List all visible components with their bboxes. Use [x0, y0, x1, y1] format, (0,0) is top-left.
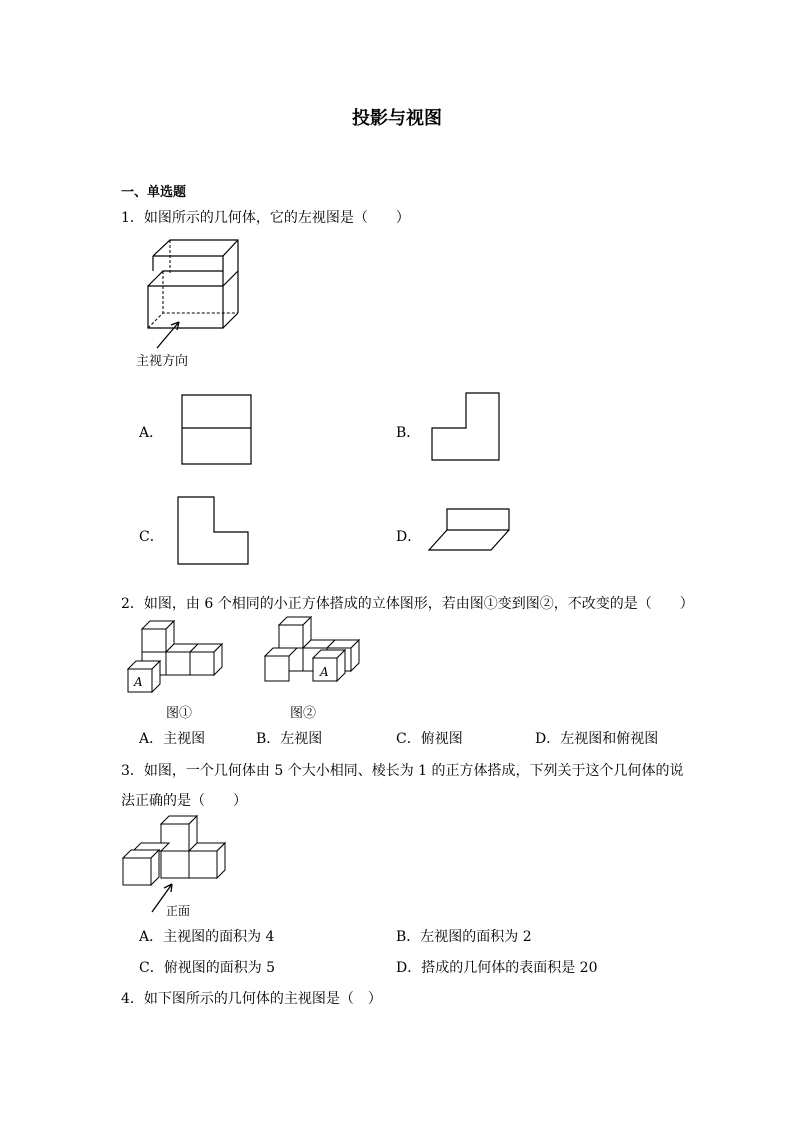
q2-figure-1-caption: 图①: [166, 706, 193, 721]
direction-label: 主视方向: [136, 354, 189, 369]
q1-option-c-figure[interactable]: [177, 496, 251, 566]
q3-option-c[interactable]: C．俯视图的面积为 5: [139, 960, 276, 976]
front-label: 正面: [166, 904, 191, 918]
q2-option-d[interactable]: D．左视图和俯视图: [535, 731, 659, 747]
q1-option-d-label[interactable]: D．: [396, 529, 422, 545]
q1-option-a-label[interactable]: A．: [139, 425, 164, 441]
question-2-stem: 2．如图，由 6 个相同的小正方体搭成的立体图形，若由图①变到图②，不改变的是（ ）: [121, 596, 694, 612]
q1-option-b-figure[interactable]: [431, 392, 501, 462]
q3-option-b[interactable]: B．左视图的面积为 2: [396, 929, 532, 945]
q2-figure-1: [118, 619, 228, 697]
q2-option-c[interactable]: C．俯视图: [396, 731, 463, 747]
q2-figure-2-caption: 图②: [290, 706, 317, 721]
page-title: 投影与视图: [352, 108, 442, 129]
q2-fig2-cube-label: A: [320, 665, 329, 679]
q1-option-b-label[interactable]: B．: [396, 425, 421, 441]
view-direction-arrow: [155, 318, 185, 350]
q1-option-a-figure[interactable]: [181, 394, 253, 466]
q1-option-d-figure[interactable]: [428, 508, 512, 552]
question-3-stem-line-1: 3．如图，一个几何体由 5 个大小相同、棱长为 1 的正方体搭成，下列关于这个几何体的说: [121, 763, 684, 779]
q2-option-b[interactable]: B．左视图: [256, 731, 323, 747]
q1-option-c-label[interactable]: C．: [139, 529, 164, 545]
q2-fig1-cube-label: A: [134, 675, 143, 689]
question-3-stem-line-2: 法正确的是（ ）: [121, 793, 247, 809]
question-1-stem: 1．如图所示的几何体，它的左视图是（ ）: [121, 210, 410, 226]
q3-option-d[interactable]: D．搭成的几何体的表面积是 20: [396, 960, 598, 976]
q2-figure-2: [262, 615, 362, 685]
question-4-stem: 4．如下图所示的几何体的主视图是（ ）: [121, 991, 382, 1007]
q3-solid-figure: [120, 814, 232, 888]
q3-option-a[interactable]: A．主视图的面积为 4: [139, 929, 275, 945]
section-heading: 一、单选题: [121, 185, 187, 200]
q2-option-a[interactable]: A．主视图: [139, 731, 206, 747]
